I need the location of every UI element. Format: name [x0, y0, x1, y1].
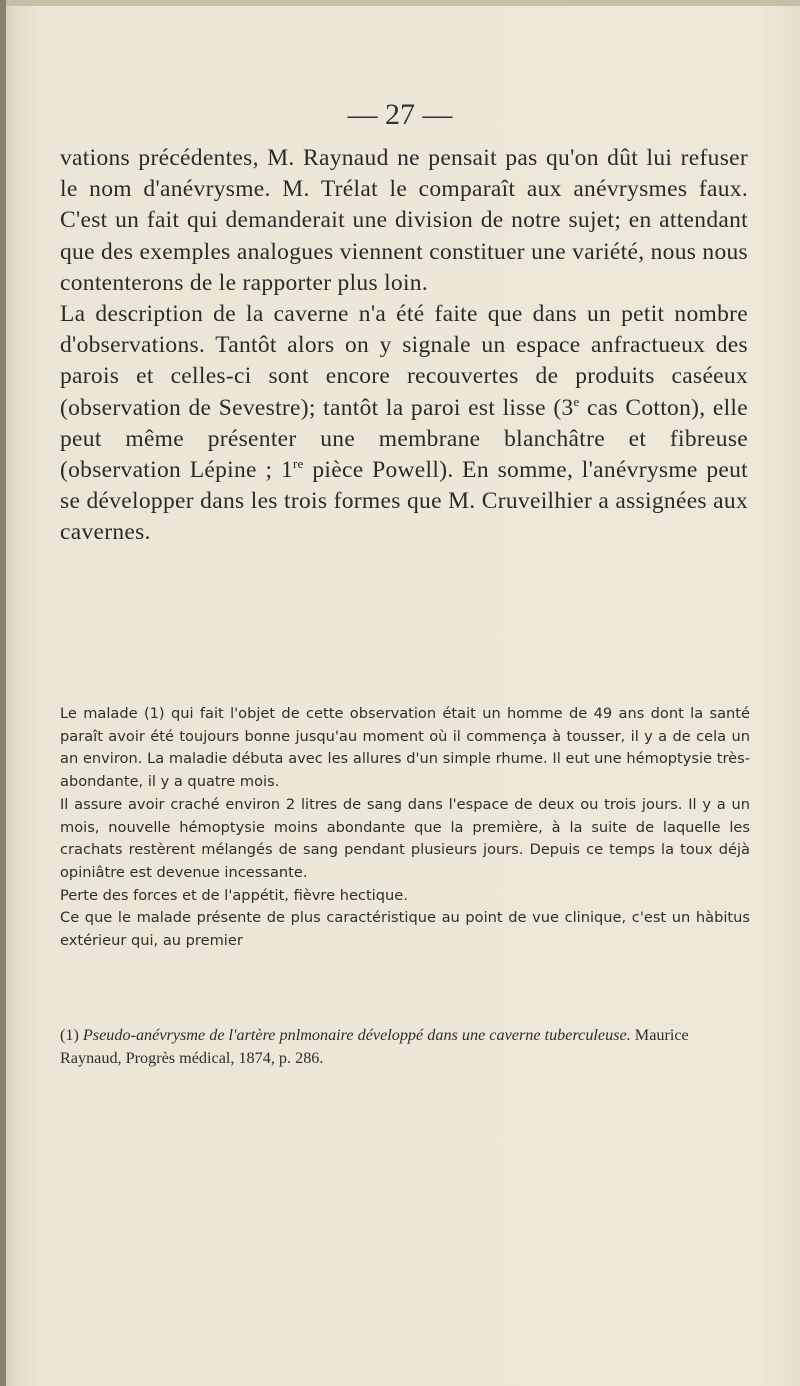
text-segment: pièce Powell). En somme, l'anévrysme peut se développer dans les trois formes que M. Cruveilhier a assignées aux cavernes. — [60, 457, 749, 546]
footnote-citation: Maurice Raynaud, Progrès médical, 1874, p. 286. — [60, 1026, 689, 1067]
paragraph-continuation: vations précédentes, M. Raynaud ne pensait pas qu'on dût lui refuser le nom d'anévrysme. M. Trélat le comparaît aux anévrysmes faux. C'est un fait qui demanderait une division de notre sujet; en attendant que des exemples analogues viennent constituer une variété, nous nous contenterons de le rapporter plus loin. — [60, 145, 748, 296]
footnote-text — [60, 1024, 750, 1069]
superscript: e — [573, 393, 580, 409]
footnote-marker: (1) — [60, 1026, 83, 1044]
page-top-edge — [0, 0, 800, 6]
case-observation — [60, 703, 750, 953]
superscript: re — [293, 456, 304, 472]
case-paragraph: Ce que le malade présente de plus caractéristique au point de vue clinique, c'est un hàbitus extérieur qui, au premier — [60, 909, 750, 950]
text-segment: cas Cotton), elle peut même présenter une membrane blanchâtre et fibreuse (observation Lépine ; 1 — [60, 394, 748, 484]
case-paragraph: Perte des forces et de l'appétit, fièvre hectique. — [60, 886, 408, 904]
page-binding-edge — [0, 0, 6, 1386]
footnote-title: Pseudo-anévrysme de l'artère pnlmonaire développé dans une caverne tuberculeuse. — [82, 1026, 631, 1044]
text-segment: La description de la caverne n'a été faite que dans un petit nombre d'observations. Tantôt alors on y signale un espace anfractueux des parois et celles-ci sont encore recouvertes de produits caséeux (observation de Sevestre); tantôt la paroi est lisse (3 — [60, 301, 748, 421]
footnote — [60, 1024, 750, 1069]
paragraph-cavern-description — [60, 299, 748, 549]
page-number: — 27 — — [347, 98, 453, 131]
case-paragraph: Il assure avoir craché environ 2 litres de sang dans l'espace de deux ou trois jours. Il y a un mois, nouvelle hémoptysie moins abondante que la première, à la suite de laquelle les crachats restèrent mélangés de sang pendant plusieurs jours. Depuis ce temps la toux déjà opiniâtre est devenue incessante. — [60, 795, 750, 881]
case-paragraph: Le malade (1) qui fait l'objet de cette observation était un homme de 49 ans dont la santé paraît avoir été toujours bonne jusqu'au moment où il commença à tousser, il y a de cela un an environ. La maladie débuta avec les allures d'un simple rhume. Il eut une hémoptysie très-abondante, il y a quatre mois. — [60, 705, 750, 791]
main-text — [60, 143, 748, 549]
